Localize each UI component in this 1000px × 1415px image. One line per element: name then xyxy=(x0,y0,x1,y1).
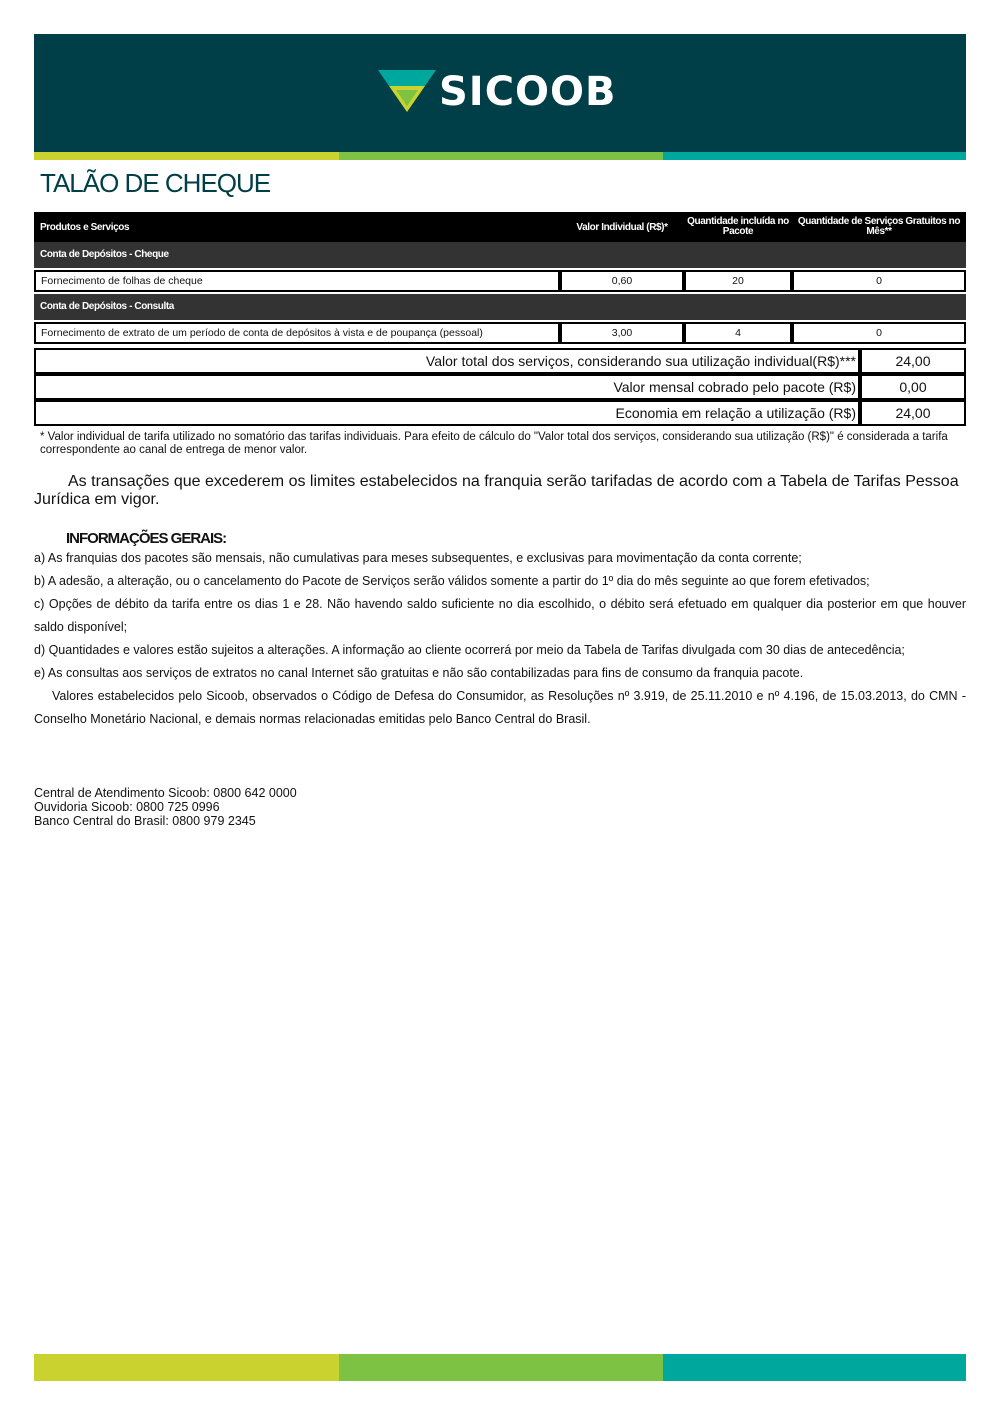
stripe-teal xyxy=(663,152,966,160)
footnote: * Valor individual de tarifa utilizado no somatório das tarifas individuais. Para efeito de cálculo do "Valor total dos serviços, considerando sua utilização (R$)" é considerada a tarifa correspondente ao canal de entrega de menor valor. xyxy=(40,431,948,456)
tariff-table xyxy=(34,212,966,346)
sicoob-logo xyxy=(376,66,626,116)
total-label: Valor total dos serviços, considerando sua utilização individual(R$)*** xyxy=(34,348,860,374)
section-consulta: Conta de Depósitos - Consulta xyxy=(34,294,966,320)
contact-line: Central de Atendimento Sicoob: 0800 642 0000 xyxy=(34,786,297,800)
total-value: 24,00 xyxy=(860,348,966,374)
header-services: Produtos e Serviços xyxy=(40,221,130,233)
brand-name: SICOOB xyxy=(439,69,617,115)
info-item: b) A adesão, a alteração, ou o cancelamento do Pacote de Serviços serão válidos somente a partir do 1º dia do mês seguinte ao que forem efetivados; xyxy=(34,574,870,588)
contacts xyxy=(34,786,297,828)
stripe-green xyxy=(339,152,663,160)
total-label: Valor mensal cobrado pelo pacote (R$) xyxy=(34,374,860,400)
info-item: e) As consultas aos serviços de extratos no canal Internet são gratuitas e não são contabilizadas para fins de consumo da franquia pacote. xyxy=(34,666,804,680)
table-row xyxy=(34,320,966,346)
table-header xyxy=(34,212,966,242)
table-row xyxy=(34,268,966,294)
total-row xyxy=(34,400,966,426)
section-cheque: Conta de Depósitos - Cheque xyxy=(34,242,966,268)
info-item: a) As franquias dos pacotes são mensais, não cumulativas para meses subsequentes, e exclusivas para movimentação da conta corrente; xyxy=(34,551,802,565)
info-item: d) Quantidades e valores estão sujeitos a alterações. A informação ao cliente ocorrerá por meio da Tabela de Tarifas divulgada com 30 dias de antecedência; xyxy=(34,643,905,657)
service-name: Fornecimento de folhas de cheque xyxy=(34,270,560,292)
footer-stripe-teal xyxy=(663,1354,966,1381)
info-closing: Valores estabelecidos pelo Sicoob, observados o Código de Defesa do Consumidor, as Resoluções nº 3.919, de 25.11.2010 e nº 4.196, de 15.03.2013, do CMN - Conselho Monetário Nacional, e demais normas relacionadas emitidas pelo Banco Central do Brasil. xyxy=(34,689,966,726)
service-quantity: 20 xyxy=(684,270,792,292)
total-row xyxy=(34,348,966,374)
total-row xyxy=(34,374,966,400)
info-item: c) Opções de débito da tarifa entre os dias 1 e 28. Não havendo saldo suficiente no dia escolhido, o débito será efetuado em qualquer dia posterior em que houver saldo disponível; xyxy=(34,597,966,634)
stripe-lime xyxy=(34,152,339,160)
page-title: TALÃO DE CHEQUE xyxy=(40,168,271,198)
info-title: INFORMAÇÕES GERAIS: xyxy=(66,530,227,547)
total-label: Economia em relação a utilização (R$) xyxy=(34,400,860,426)
header-value: Valor Individual (R$)* xyxy=(576,221,668,233)
total-value: 24,00 xyxy=(860,400,966,426)
footer-stripe-green xyxy=(339,1354,663,1381)
footer-stripe-lime xyxy=(34,1354,339,1381)
total-value: 0,00 xyxy=(860,374,966,400)
service-value: 0,60 xyxy=(560,270,684,292)
service-quantity: 4 xyxy=(684,322,792,344)
totals-table xyxy=(34,348,966,426)
general-info xyxy=(34,547,966,731)
contact-line: Ouvidoria Sicoob: 0800 725 0996 xyxy=(34,800,220,814)
service-free: 0 xyxy=(792,270,966,292)
sicoob-logo-mark-icon xyxy=(376,66,438,114)
contact-line: Banco Central do Brasil: 0800 979 2345 xyxy=(34,814,256,828)
service-free: 0 xyxy=(792,322,966,344)
header-free: Quantidade de Serviços Gratuitos no Mês** xyxy=(797,216,961,237)
service-value: 3,00 xyxy=(560,322,684,344)
notice-paragraph: As transações que excederem os limites estabelecidos na franquia serão tarifadas de acordo com a Tabela de Tarifas Pessoa Jurídica em vigor. xyxy=(34,473,959,508)
service-name: Fornecimento de extrato de um período de conta de depósitos à vista e de poupança (pessoal) xyxy=(34,322,560,344)
header-quantity: Quantidade incluída no Pacote xyxy=(687,216,789,237)
